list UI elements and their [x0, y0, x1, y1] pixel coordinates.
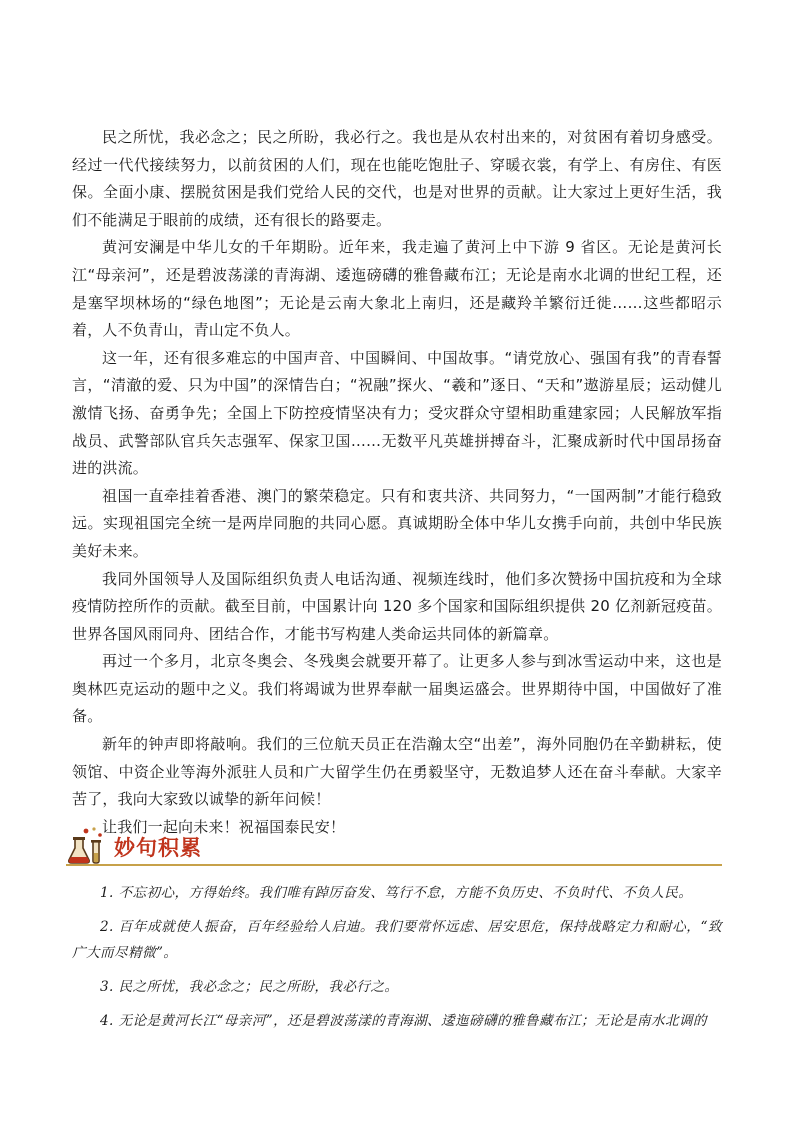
section-header: [66, 826, 722, 866]
paragraph: 祖国一直牵挂着香港、澳门的繁荣稳定。只有和衷共济、共同努力，“一国两制”才能行稳致远。实现祖国完全统一是两岸同胞的共同心愿。真诚期盼全体中华儿女携手向前，共创中华民族美好未来。: [72, 486, 722, 560]
paragraph: 黄河安澜是中华儿女的千年期盼。近年来，我走遍了黄河上中下游 9 省区。无论是黄河长江“母亲河”，还是碧波荡漾的青海湖、逶迤磅礴的雅鲁藏布江；无论是南水北调的世纪工程，还是塞罕坝林场的“绿色地图”；无论是云南大象北上南归，还是藏羚羊繁衍迁徙……这些都昭示着，人不负青山，青山定不负人。: [72, 238, 722, 340]
section-divider: [66, 864, 722, 866]
paragraph: 让我们一起向未来！祝福国泰民安！: [102, 817, 346, 836]
list-item: 3. 民之所忧，我必念之；民之所盼，我必行之。: [100, 979, 399, 995]
paragraph: 再过一个多月，北京冬奥会、冬残奥会就要开幕了。让更多人参与到冰雪运动中来，这也是奥林匹克运动的题中之义。我们将竭诚为世界奉献一届奥运盛会。世界期待中国，中国做好了准备。: [72, 652, 722, 726]
paragraph: 我同外国领导人及国际组织负责人电话沟通、视频连线时，他们多次赞扬中国抗疫和为全球疫情防控所作的贡献。截至目前，中国累计向 120 多个国家和国际组织提供 20 亿剂新冠疫苗。世界各国风雨同舟、团结合作，才能书写构建人类命运共同体的新篇章。: [72, 569, 722, 643]
list-item: 4. 无论是黄河长江“母亲河”，还是碧波荡漾的青海湖、逶迤磅礴的雅鲁藏布江；无论是南水北调的: [100, 1013, 707, 1029]
speech-body: [72, 124, 722, 841]
flask-icon: [66, 826, 110, 868]
paragraph: 民之所忧，我必念之；民之所盼，我必行之。我也是从农村出来的，对贫困有着切身感受。经过一代代接续努力，以前贫困的人们，现在也能吃饱肚子、穿暖衣裳，有学上、有房住、有医保。全面小康、摆脱贫困是我们党给人民的交代，也是对世界的贡献。让大家过上更好生活，我们不能满足于眼前的成绩，还有很长的路要走。: [72, 128, 722, 229]
quote-list: [72, 880, 722, 1042]
paragraph: 这一年，还有很多难忘的中国声音、中国瞬间、中国故事。“请党放心、强国有我”的青春誓言，“清澈的爱、只为中国”的深情告白；“祝融”探火、“羲和”逐日、“天和”遨游星辰；运动健儿激情飞扬、奋勇争先；全国上下防控疫情坚决有力；受灾群众守望相助重建家园；人民解放军指战员、武警部队官兵矢志强军、保家卫国……无数平凡英雄拼搏奋斗，汇聚成新时代中国昂扬奋进的洪流。: [72, 348, 722, 478]
list-item: 2. 百年成就使人振奋，百年经验给人启迪。我们要常怀远虑、居安思危，保持战略定力和耐心，“致广大而尽精微”。: [72, 919, 722, 961]
section-title: 妙句积累: [114, 836, 202, 860]
list-item: 1. 不忘初心，方得始终。我们唯有踔厉奋发、笃行不怠，方能不负历史、不负时代、不负人民。: [100, 885, 693, 901]
paragraph: 新年的钟声即将敲响。我们的三位航天员正在浩瀚太空“出差”，海外同胞仍在辛勤耕耘，使领馆、中资企业等海外派驻人员和广大留学生仍在勇毅坚守，无数追梦人还在奋斗奉献。大家辛苦了，我向大家致以诚挚的新年问候！: [72, 735, 722, 809]
